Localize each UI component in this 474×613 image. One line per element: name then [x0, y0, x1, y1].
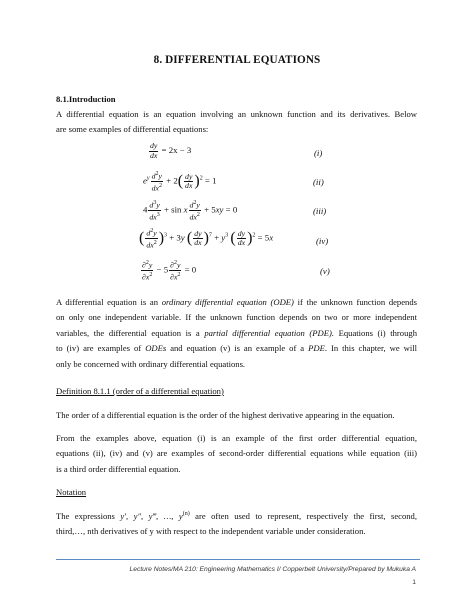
equation-2-label: (ii) — [313, 177, 324, 187]
page-title: 8. DIFFERENTIAL EQUATIONS — [153, 54, 321, 66]
definition-heading: Definition 8.1.1 (order of a differential equation) — [56, 386, 224, 396]
page-number: 1 — [412, 579, 416, 586]
equation-1-label: (i) — [314, 148, 323, 158]
equation-3: 4 $\frac{d^3y}{dx^3}$ + sin x $\frac{d^2y}{dx^2}$ + 5xy = 0 — [143, 200, 238, 222]
equation-5-label: (v) — [320, 266, 330, 276]
notation-heading: Notation — [56, 487, 87, 497]
intro-line-1: A differential equation is an equation involving an unknown function and its derivatives. Below — [56, 109, 417, 119]
intro-line-2: are some examples of differential equations: — [56, 124, 209, 135]
section-heading: 8.1.Introduction — [56, 94, 116, 104]
equation-5: $\frac{\partial^2y}{\partial x^2}$ − 5 $\frac{\partial^2y}{\partial x^2}$ = 0 — [142, 260, 197, 282]
equation-4-label: (iv) — [316, 236, 329, 246]
intro-paragraph — [56, 107, 417, 138]
footer-divider — [56, 559, 420, 560]
equation-3-label: (iii) — [313, 206, 327, 216]
notation-paragraph: The expressions y′, y″, y‴, …, $y^{(n)}$ are often used to represent, respectively the first, second, third,…, nth derivatives of y with respect to the independent variable under consideration. — [56, 510, 417, 537]
definition-text: The order of a differential equation is the order of the highest derivative appearing in the equation. — [56, 410, 395, 420]
equation-4: ( $\frac{d^2y}{dx^2}$ )$^3$ + 3y ( $\frac{dy}{dx}$ )$^7 + y^3$ ( $\frac{dy}{dx}$ )$^2$ = 5x — [139, 228, 274, 250]
equation-2: $e^y$ $\frac{d^2y}{dx^2}$ + 2( $\frac{dy}{dx}$ )$^2$ = 1 — [143, 171, 217, 193]
footer-text: Lecture Notes/MA 210: Engineering Mathematics I/ Copperbelt University/Prepared by Mukuka A — [129, 566, 416, 573]
equation-1: $\frac{dy}{dx}$ = 2x − 3 — [150, 141, 192, 160]
examples-paragraph: From the examples above, equation (i) is an example of the first order differential equation, equations (ii), (iv) and (v) are examples of second-order differential equations while equation (iii) is a third order differential equation. — [56, 433, 417, 474]
ode-paragraph: A differential equation is an ordinary differential equation (ODE) if the unknown function depends on only one independent variable. If the unknown function depends on two or more independent variables, the differential equation is a partial differential equation (PDE). Equations (i) through to (iv) are examples of ODEs and equation (v) is an example of a PDE. In this chapter, we will only be concerned with ordinary differential equations. — [56, 297, 418, 369]
